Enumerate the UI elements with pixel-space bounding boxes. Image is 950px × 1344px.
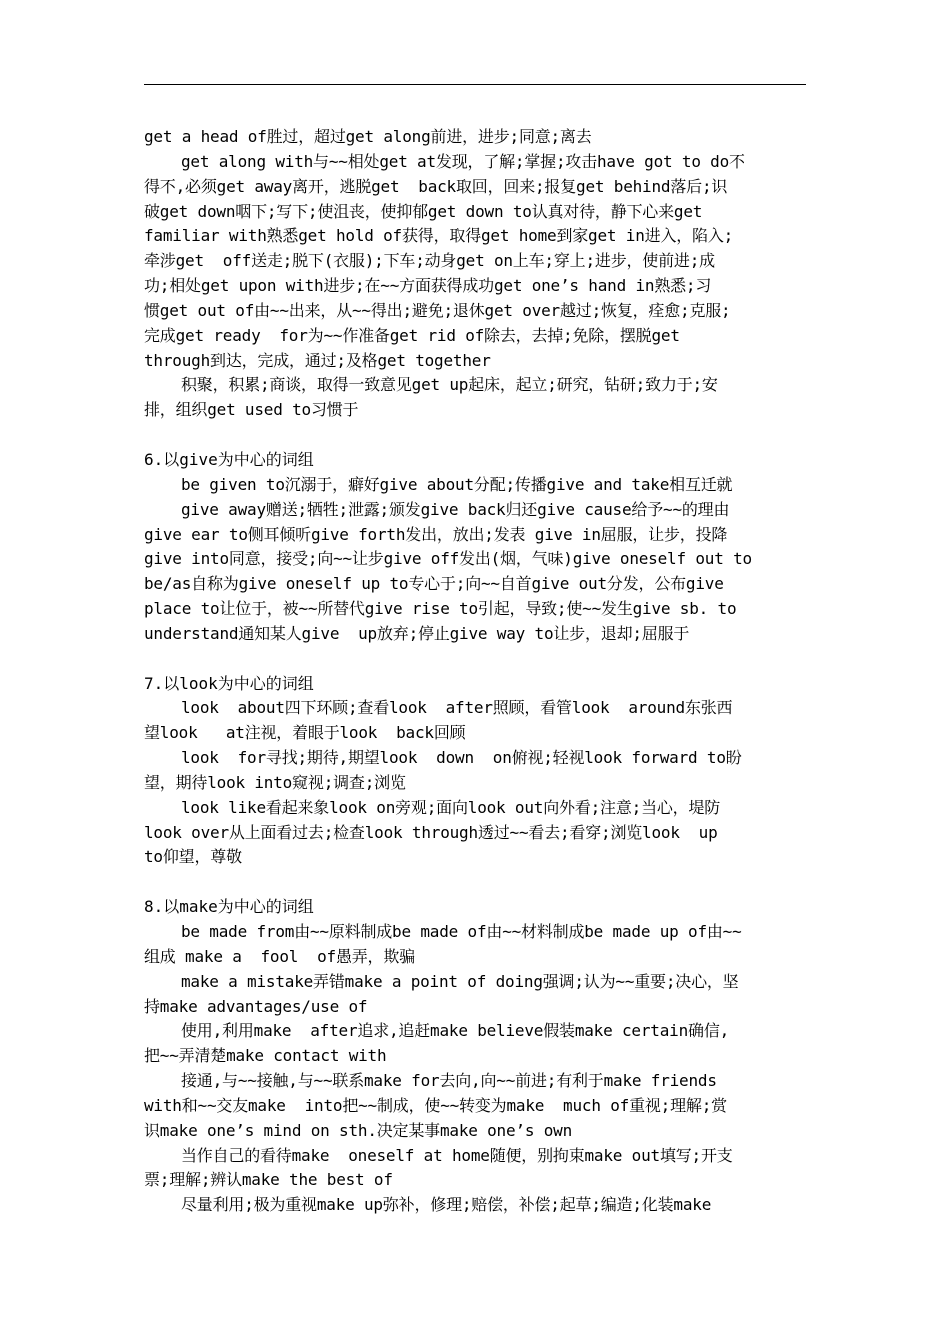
text-line: familiar with熟悉get hold of获得，取得get home到家get in进入，陷入; [144,226,734,246]
text-line: give into同意，接受;向~~让步give off发出(烟，气味)give oneself out to [144,549,752,569]
document-body [144,125,806,1218]
text-line: be/as自称为give oneself up to专心于;向~~自首give out分发，公布give [144,574,724,594]
text-line: look over从上面看过去;检查look through透过~~看去;看穿;浏览look up [144,822,718,842]
text-line: 组成 make a fool of愚弄，欺骗 [144,946,415,966]
text-line: 功;相处get upon with进步;在~~方面获得成功get one’s hand in熟悉;习 [144,276,712,296]
text-line: 望，期待look into窥视;调查;浏览 [144,772,406,792]
text-line: 牵涉get off送走;脱下(衣服);下车;动身get on上车;穿上;进步，使前进;成 [144,251,715,271]
text-line: get along with与~~相处get at发现，了解;掌握;攻击have got to do不 [181,151,745,171]
text-line: 排，组织get used to习惯于 [144,400,359,420]
text-line: 识make one’s mind on sth.决定某事make one’s own [144,1120,573,1140]
text-line: 接通,与~~接触,与~~联系make for去向,向~~前进;有利于make friends [181,1071,717,1091]
text-line: with和~~交友make into把~~制成，使~~转变为make much of重视;理解;赏 [144,1095,727,1115]
section-heading: 8.以make为中心的词组 [144,897,314,917]
text-line: give ear to侧耳倾听give forth发出，放出;发表 give in屈服，让步，投降 [144,524,728,544]
text-line: 尽量利用;极为重视make up弥补，修理;赔偿，补偿;起草;编造;化装make [181,1195,712,1215]
section-make [144,895,806,1218]
text-line: look for寻找;期待,期望look down on俯视;轻视look forward to盼 [181,748,742,768]
text-line: through到达，完成，通过;及格get together [144,350,491,370]
paragraph-gap [144,647,806,672]
text-line: understand通知某人give up放弃;停止give way to让步，退却;屈服于 [144,623,690,643]
text-line: make a mistake弄错make a point of doing强调;认为~~重要;决心，坚 [181,971,739,991]
text-line: 使用,利用make after追求,追赶make believe假装make certain确信, [181,1021,730,1041]
text-line: 当作自己的看待make oneself at home随便，别拘束make out填写;开支 [181,1145,733,1165]
text-line: 惯get out of由~~出来，从~~得出;避免;退休get over越过;恢复，痊愈;克服; [144,300,731,320]
section-heading: 6.以give为中心的词组 [144,449,314,469]
text-line: 积聚，积累;商谈，取得一致意见get up起床，起立;研究，钻研;致力于;安 [181,375,718,395]
text-line: 得不,必须get away离开，逃脱get back取回，回来;报复get behind落后;识 [144,176,728,196]
text-line: to仰望，尊敬 [144,847,242,867]
text-line: look about四下环顾;查看look after照顾，看管look around东张西 [181,698,733,718]
text-line: 把~~弄清楚make contact with [144,1046,387,1066]
text-line: be made from由~~原料制成be made of由~~材料制成be made up of由~~ [181,922,742,941]
text-line: 破get down咽下;写下;使沮丧，使抑郁get down to认真对待，静下心来get [144,201,703,221]
text-line: get a head of胜过，超过get along前进，进步;同意;离去 [144,127,592,146]
text-line: 完成get ready for为~~作准备get rid of除去，去掉;免除，摆脱get [144,325,680,345]
header-rule [144,84,806,85]
text-line: 持make advantages/use of [144,996,368,1016]
text-line: give away赠送;牺牲;泄露;颁发give back归还give cause给予~~的理由 [181,499,730,519]
paragraph-gap [144,870,806,895]
paragraph-gap [144,423,806,448]
text-line: 望look at注视，着眼于look back回顾 [144,723,466,743]
section-heading: 7.以look为中心的词组 [144,673,314,693]
section-get-continued [144,125,806,423]
section-look [144,672,806,871]
text-line: be given to沉溺于，癖好give about分配;传播give and take相互迁就 [181,474,733,494]
text-line: look like看起来象look on旁观;面向look out向外看;注意;当心，堤防 [181,797,721,817]
text-line: 票;理解;辨认make the best of [144,1170,393,1190]
section-give [144,448,806,647]
text-line: place to让位于，被~~所替代give rise to引起，导致;使~~发生give sb. to [144,599,737,619]
